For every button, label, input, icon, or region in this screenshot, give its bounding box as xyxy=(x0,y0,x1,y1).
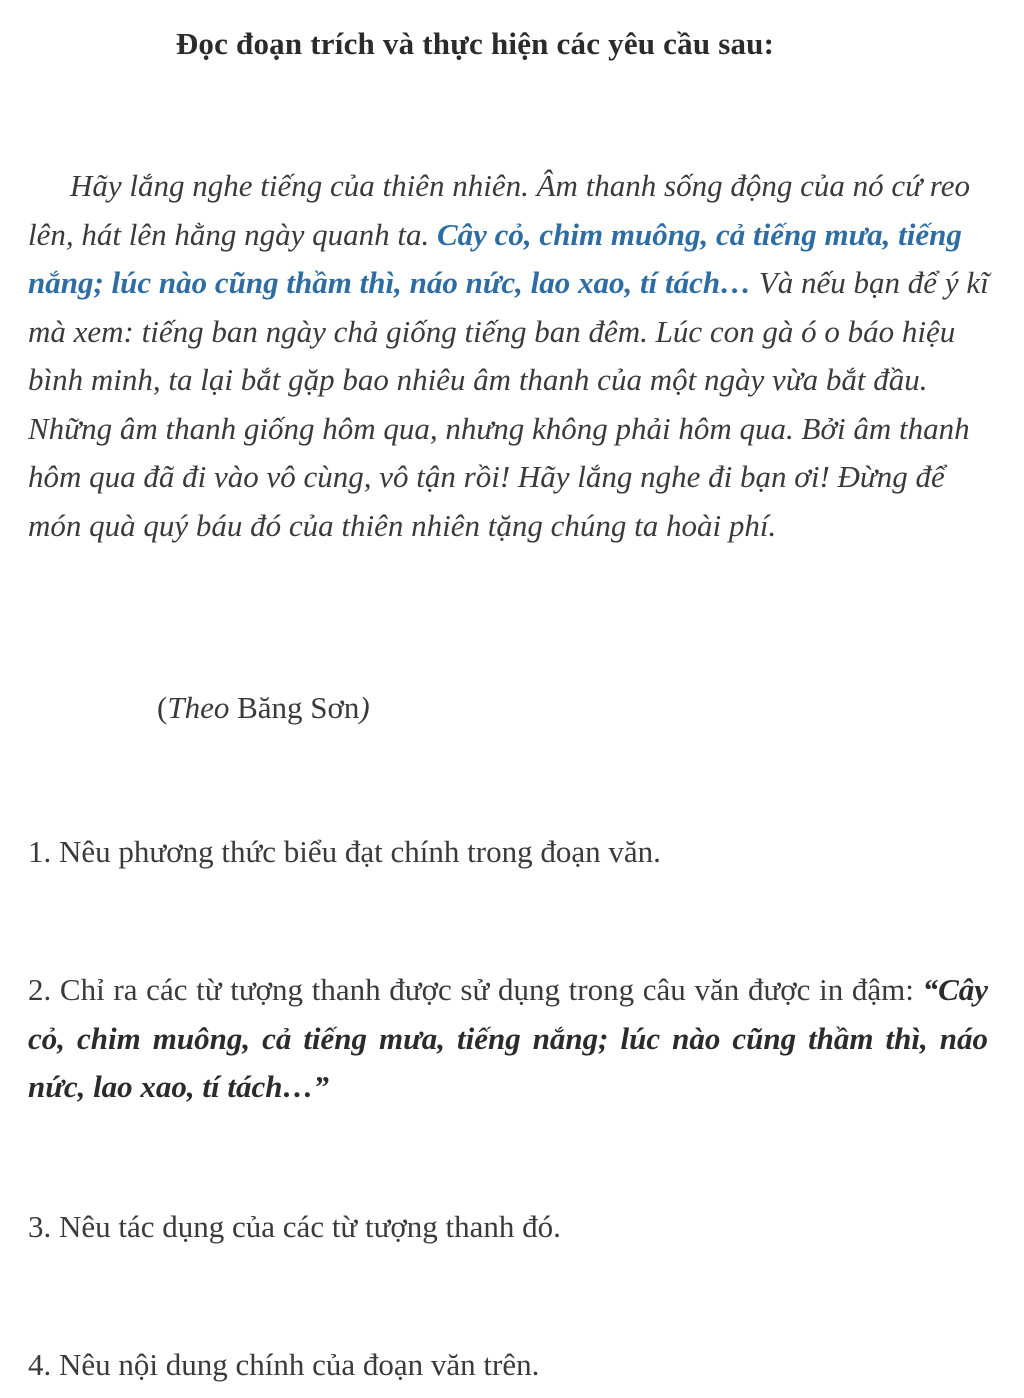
source-open-paren: ( xyxy=(157,690,168,725)
question-3: 3. Nêu tác dụng của các từ tượng thanh đó. xyxy=(28,1209,561,1244)
question-2-quote: “Cây cỏ, chim muông, cả tiếng mưa, tiếng nắng; lúc nào cũng thầm thì, náo nức, lao xao, tí tách…” xyxy=(28,972,988,1104)
passage-text-part2: Và nếu bạn để ý kĩ mà xem: tiếng ban ngày chả giống tiếng ban đêm. Lúc con gà ó o báo hiệu bình minh, ta lại bắt gặp bao nhiêu âm thanh của một ngày vừa bắt đầu. Những âm thanh giống hôm qua, nhưng không phải hôm qua. Bởi âm thanh hôm qua đã đi vào vô cùng, vô tận rồi! Hãy lắng nghe đi bạn ơi! Đừng để món quà quý báu đó của thiên nhiên tặng chúng ta hoài phí. xyxy=(28,265,989,543)
passage-paragraph xyxy=(28,162,1003,550)
question-1: 1. Nêu phương thức biểu đạt chính trong đoạn văn. xyxy=(28,834,661,869)
question-2-text: 2. Chỉ ra các từ tượng thanh được sử dụng trong câu văn được in đậm: xyxy=(28,972,923,1007)
document-heading: Đọc đoạn trích và thực hiện các yêu cầu sau: xyxy=(175,26,775,61)
passage-highlighted-sentence: Cây cỏ, chim muông, cả tiếng mưa, tiếng nắng; lúc nào cũng thầm thì, náo nức, lao xao, tí tách… xyxy=(28,216,962,300)
question-4: 4. Nêu nội dung chính của đoạn văn trên. xyxy=(28,1347,540,1382)
source-author: Băng Sơn xyxy=(229,690,360,725)
source-theo: Theo xyxy=(167,690,230,725)
passage-text-part1: Hãy lắng nghe tiếng của thiên nhiên. Âm thanh sống động của nó cứ reo lên, hát lên hằng ngày quanh ta. xyxy=(28,168,970,252)
source-close-paren: ) xyxy=(359,690,370,725)
source-attribution xyxy=(157,690,370,726)
question-2 xyxy=(28,966,988,1112)
